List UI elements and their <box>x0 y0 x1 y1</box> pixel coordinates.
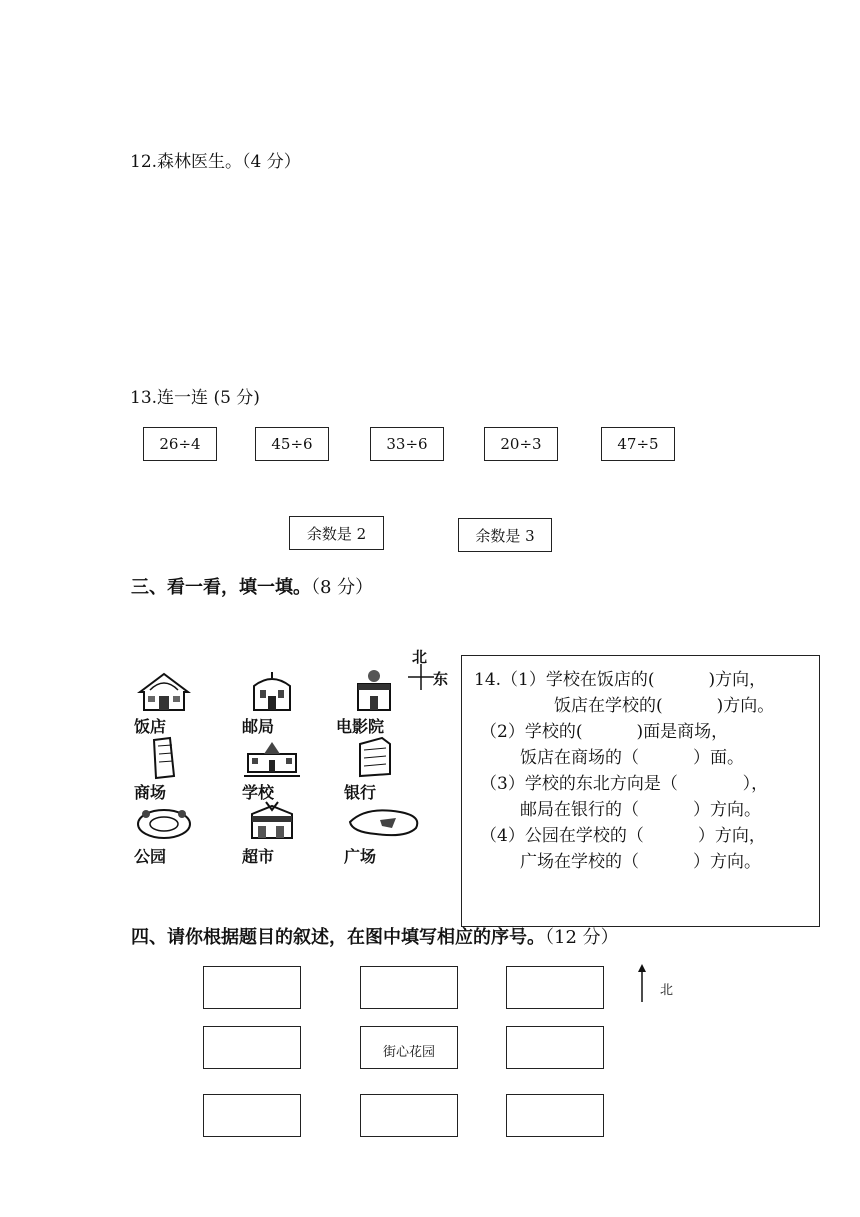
school-icon <box>244 736 300 780</box>
section-4-heading: 四、请你根据题目的叙述，在图中填写相应的序号。 <box>131 927 545 948</box>
building-label: 饭店 <box>133 717 166 736</box>
q14-line: （2）学校的( )面是商场， <box>480 722 729 742</box>
building-square <box>330 800 420 870</box>
park-icon <box>136 800 192 844</box>
building-label: 学校 <box>241 783 274 802</box>
building-supermarket <box>228 800 318 870</box>
grid-cell-w[interactable] <box>203 1026 301 1069</box>
q14-line: 邮局在银行的（ ）方向。 <box>520 800 762 820</box>
grid-cell-nw[interactable] <box>203 966 301 1009</box>
restaurant-icon <box>136 670 192 714</box>
cinema-icon <box>346 670 402 714</box>
building-post-office <box>228 670 318 740</box>
building-cinema <box>330 670 420 740</box>
q14-line: 饭店在商场的（ ）面。 <box>520 748 745 768</box>
building-label: 商场 <box>133 783 166 802</box>
section-4-points: （12 分） <box>545 927 619 948</box>
grid-cell-center <box>360 1026 458 1069</box>
mall-icon <box>136 736 192 780</box>
square-icon <box>346 800 426 844</box>
question-12-title: 12.森林医生。（4 分） <box>130 152 301 172</box>
north-label: 北 <box>660 983 674 998</box>
q14-line: （3）学校的东北方向是（ ）， <box>480 774 769 794</box>
building-mall <box>120 736 210 806</box>
compass-north-label: 北 <box>412 648 428 666</box>
grid-cell-e[interactable] <box>506 1026 604 1069</box>
remainder-box[interactable]: 余数是 2 <box>289 516 384 550</box>
compass-east-label: 东 <box>433 670 449 688</box>
center-label: 街心花园 <box>382 1045 435 1060</box>
building-label: 超市 <box>241 847 274 866</box>
building-label: 广场 <box>343 847 376 866</box>
q14-line: （4）公园在学校的（ ）方向， <box>480 826 766 846</box>
grid-cell-n[interactable] <box>360 966 458 1009</box>
building-label: 公园 <box>133 847 166 866</box>
north-arrow-icon <box>636 964 648 1002</box>
section-3-points: （8 分） <box>311 577 374 598</box>
expression-box[interactable]: 45÷6 <box>255 427 329 461</box>
section-4-title <box>131 923 619 949</box>
supermarket-icon <box>244 800 300 844</box>
grid-cell-s[interactable] <box>360 1094 458 1137</box>
building-label: 银行 <box>343 783 376 802</box>
building-label: 电影院 <box>335 717 384 736</box>
q14-line: 14.（1）学校在饭店的( )方向， <box>474 670 767 690</box>
building-park <box>120 800 210 870</box>
q14-line: 广场在学校的（ ）方向。 <box>520 852 762 872</box>
section-3-title <box>131 573 373 599</box>
compass-cross-icon <box>408 664 434 690</box>
question-14-box <box>461 655 820 927</box>
post-office-icon <box>244 670 300 714</box>
q14-line: 饭店在学校的( )方向。 <box>554 696 775 716</box>
question-13-title: 13.连一连 (5 分) <box>130 388 260 408</box>
section-3-heading: 三、看一看，填一填。 <box>131 577 311 598</box>
building-bank <box>330 736 420 806</box>
expression-box[interactable]: 47÷5 <box>601 427 675 461</box>
expression-box[interactable]: 33÷6 <box>370 427 444 461</box>
bank-icon <box>346 736 402 780</box>
building-restaurant <box>120 670 210 740</box>
grid-cell-sw[interactable] <box>203 1094 301 1137</box>
remainder-box[interactable]: 余数是 3 <box>458 518 552 552</box>
grid-cell-se[interactable] <box>506 1094 604 1137</box>
building-school <box>228 736 318 806</box>
building-label: 邮局 <box>241 717 274 736</box>
grid-cell-ne[interactable] <box>506 966 604 1009</box>
expression-box[interactable]: 26÷4 <box>143 427 217 461</box>
expression-box[interactable]: 20÷3 <box>484 427 558 461</box>
